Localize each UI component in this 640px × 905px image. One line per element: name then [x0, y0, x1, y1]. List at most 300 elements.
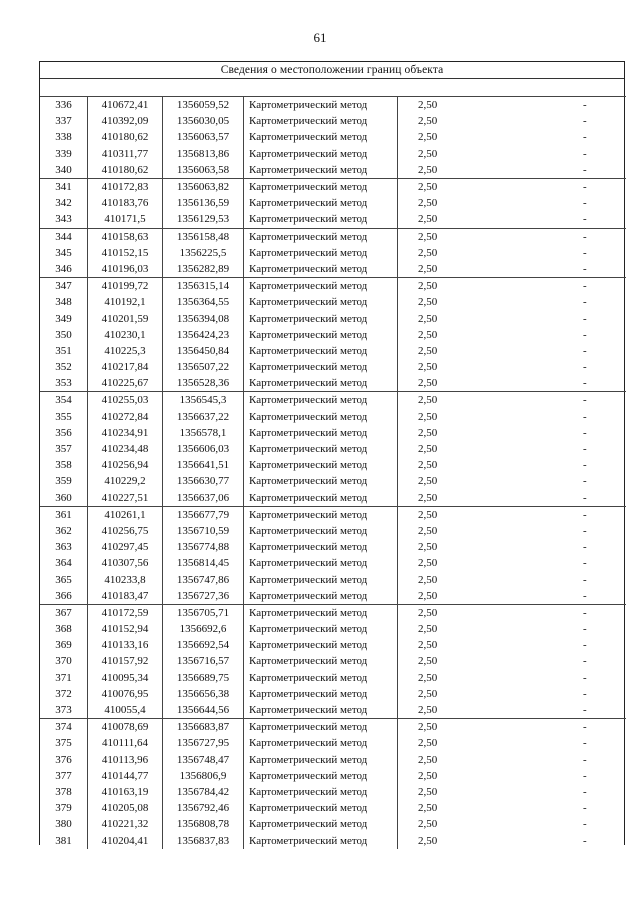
- boundary-table-frame: [39, 61, 625, 845]
- x-coordinate-cell: 410229,2: [88, 473, 163, 489]
- point-number-cell: 356: [40, 425, 88, 441]
- description-cell: -: [583, 147, 587, 160]
- description-cell: -: [482, 719, 626, 736]
- description-cell: -: [583, 802, 587, 815]
- accuracy-cell: 2,50: [418, 312, 438, 325]
- x-coordinate-cell: 410111,64: [88, 735, 163, 751]
- point-number-cell: 373: [40, 702, 88, 719]
- method-cell: Картометрический метод: [244, 457, 398, 473]
- accuracy-cell: 2,50: [398, 228, 483, 245]
- method-cell: Картометрический метод: [244, 441, 398, 457]
- table-row: [40, 719, 626, 736]
- description-cell: -: [583, 589, 587, 602]
- table-row: [40, 621, 626, 637]
- x-coordinate-cell: 410055,4: [88, 702, 163, 719]
- table-row: [40, 523, 626, 539]
- x-coordinate-cell: 410172,59: [88, 604, 163, 621]
- accuracy-cell: 2,50: [398, 178, 483, 195]
- point-number-cell: 337: [40, 113, 88, 129]
- y-coordinate-cell: 1356692,6: [163, 621, 244, 637]
- y-coordinate-cell: 1356606,03: [163, 441, 244, 457]
- description-cell: -: [583, 361, 587, 374]
- x-coordinate-cell: 410205,08: [88, 800, 163, 816]
- description-cell: -: [583, 834, 587, 847]
- y-coordinate-cell: 1356792,46: [163, 800, 244, 816]
- point-number-cell: 341: [40, 178, 88, 195]
- point-number-cell: 367: [40, 604, 88, 621]
- x-coordinate-cell: 410196,03: [88, 261, 163, 278]
- y-coordinate-cell: 1356692,54: [163, 637, 244, 653]
- method-cell: Картометрический метод: [244, 784, 398, 800]
- method-cell: Картометрический метод: [244, 162, 398, 179]
- table-row: [40, 832, 626, 848]
- table-row: [40, 441, 626, 457]
- table-row: [40, 425, 626, 441]
- x-coordinate-cell: 410158,63: [88, 228, 163, 245]
- method-cell: Картометрический метод: [244, 392, 398, 409]
- point-number-cell: 372: [40, 686, 88, 702]
- y-coordinate-cell: 1356689,75: [163, 670, 244, 686]
- y-coordinate-cell: 1356716,57: [163, 653, 244, 669]
- point-number-cell: 352: [40, 359, 88, 375]
- description-cell: -: [583, 524, 587, 537]
- method-cell: Картометрический метод: [244, 146, 398, 162]
- point-number-cell: 353: [40, 375, 88, 392]
- y-coordinate-cell: 1356063,82: [163, 178, 244, 195]
- x-coordinate-cell: 410113,96: [88, 752, 163, 768]
- point-number-cell: 347: [40, 278, 88, 295]
- accuracy-cell: 2,50: [418, 557, 438, 570]
- accuracy-cell: 2,50: [418, 687, 438, 700]
- table-row: [40, 702, 626, 719]
- table-row: [40, 490, 626, 507]
- table-row: [40, 178, 626, 195]
- method-cell: Картометрический метод: [244, 359, 398, 375]
- method-cell: Картометрический метод: [244, 245, 398, 261]
- description-cell: -: [583, 687, 587, 700]
- table-row: [40, 473, 626, 489]
- description-cell: -: [583, 262, 587, 275]
- accuracy-cell: 2,50: [418, 246, 438, 259]
- x-coordinate-cell: 410095,34: [88, 670, 163, 686]
- x-coordinate-cell: 410256,94: [88, 457, 163, 473]
- x-coordinate-cell: 410311,77: [88, 146, 163, 162]
- y-coordinate-cell: 1356705,71: [163, 604, 244, 621]
- accuracy-cell: 2,50: [418, 655, 438, 668]
- y-coordinate-cell: 1356806,9: [163, 768, 244, 784]
- table-row: [40, 409, 626, 425]
- table-row: [40, 392, 626, 409]
- method-cell: Картометрический метод: [244, 571, 398, 587]
- table-row: [40, 97, 626, 114]
- table-body: [40, 97, 626, 849]
- method-cell: Картометрический метод: [244, 832, 398, 848]
- y-coordinate-cell: 1356710,59: [163, 523, 244, 539]
- table-row: [40, 784, 626, 800]
- title-divider: [40, 78, 624, 79]
- description-cell: -: [583, 475, 587, 488]
- description-cell: -: [583, 213, 587, 226]
- page-number: 61: [313, 30, 327, 45]
- point-number-cell: 375: [40, 735, 88, 751]
- description-cell: -: [583, 344, 587, 357]
- table-row: [40, 686, 626, 702]
- y-coordinate-cell: 1356784,42: [163, 784, 244, 800]
- method-cell: Картометрический метод: [244, 768, 398, 784]
- description-cell: -: [583, 639, 587, 652]
- x-coordinate-cell: 410272,84: [88, 409, 163, 425]
- method-cell: Картометрический метод: [244, 343, 398, 359]
- description-cell: -: [583, 312, 587, 325]
- method-cell: Картометрический метод: [244, 637, 398, 653]
- point-number-cell: 366: [40, 588, 88, 605]
- method-cell: Картометрический метод: [244, 113, 398, 129]
- table-row: [40, 604, 626, 621]
- accuracy-cell: 2,50: [418, 802, 438, 815]
- point-number-cell: 339: [40, 146, 88, 162]
- method-cell: Картометрический метод: [244, 327, 398, 343]
- description-cell: -: [583, 197, 587, 210]
- method-cell: Картометрический метод: [244, 409, 398, 425]
- table-row: [40, 768, 626, 784]
- point-number-cell: 344: [40, 228, 88, 245]
- point-number-cell: 343: [40, 211, 88, 228]
- description-cell: -: [482, 278, 626, 295]
- accuracy-cell: 2,50: [418, 410, 438, 423]
- y-coordinate-cell: 1356677,79: [163, 506, 244, 523]
- x-coordinate-cell: 410233,8: [88, 571, 163, 587]
- method-cell: Картометрический метод: [244, 555, 398, 571]
- accuracy-cell: 2,50: [418, 769, 438, 782]
- accuracy-cell: 2,50: [398, 719, 483, 736]
- method-cell: Картометрический метод: [244, 506, 398, 523]
- y-coordinate-cell: 1356394,08: [163, 310, 244, 326]
- y-coordinate-cell: 1356063,58: [163, 162, 244, 179]
- table-row: [40, 637, 626, 653]
- point-number-cell: 364: [40, 555, 88, 571]
- y-coordinate-cell: 1356424,23: [163, 327, 244, 343]
- description-cell: -: [583, 704, 587, 717]
- table-row: [40, 375, 626, 392]
- method-cell: Картометрический метод: [244, 523, 398, 539]
- table-row: [40, 555, 626, 571]
- table-row: [40, 261, 626, 278]
- accuracy-cell: 2,50: [418, 785, 438, 798]
- y-coordinate-cell: 1356158,48: [163, 228, 244, 245]
- accuracy-cell: 2,50: [418, 818, 438, 831]
- description-cell: -: [583, 443, 587, 456]
- method-cell: Картометрический метод: [244, 539, 398, 555]
- y-coordinate-cell: 1356814,45: [163, 555, 244, 571]
- x-coordinate-cell: 410133,16: [88, 637, 163, 653]
- description-cell: -: [583, 328, 587, 341]
- point-number-cell: 359: [40, 473, 88, 489]
- y-coordinate-cell: 1356748,47: [163, 752, 244, 768]
- method-cell: Картометрический метод: [244, 490, 398, 507]
- y-coordinate-cell: 1356129,53: [163, 211, 244, 228]
- method-cell: Картометрический метод: [244, 702, 398, 719]
- table-row: [40, 113, 626, 129]
- accuracy-cell: 2,50: [418, 426, 438, 439]
- method-cell: Картометрический метод: [244, 653, 398, 669]
- table-title: Сведения о местоположении границ объекта: [220, 64, 444, 76]
- x-coordinate-cell: 410078,69: [88, 719, 163, 736]
- table-row: [40, 310, 626, 326]
- method-cell: Картометрический метод: [244, 719, 398, 736]
- accuracy-cell: 2,50: [418, 639, 438, 652]
- y-coordinate-cell: 1356656,38: [163, 686, 244, 702]
- method-cell: Картометрический метод: [244, 195, 398, 211]
- y-coordinate-cell: 1356637,22: [163, 409, 244, 425]
- table-row: [40, 162, 626, 179]
- y-coordinate-cell: 1356808,78: [163, 816, 244, 832]
- description-cell: -: [583, 541, 587, 554]
- x-coordinate-cell: 410144,77: [88, 768, 163, 784]
- point-number-cell: 376: [40, 752, 88, 768]
- accuracy-cell: 2,50: [418, 197, 438, 210]
- table-row: [40, 278, 626, 295]
- point-number-cell: 362: [40, 523, 88, 539]
- method-cell: Картометрический метод: [244, 604, 398, 621]
- point-number-cell: 355: [40, 409, 88, 425]
- y-coordinate-cell: 1356747,86: [163, 571, 244, 587]
- description-cell: -: [583, 246, 587, 259]
- point-number-cell: 336: [40, 97, 88, 114]
- x-coordinate-cell: 410261,1: [88, 506, 163, 523]
- accuracy-cell: 2,50: [418, 361, 438, 374]
- x-coordinate-cell: 410180,62: [88, 162, 163, 179]
- accuracy-cell: 2,50: [398, 604, 483, 621]
- point-number-cell: 360: [40, 490, 88, 507]
- point-number-cell: 349: [40, 310, 88, 326]
- accuracy-cell: 2,50: [418, 737, 438, 750]
- description-cell: -: [482, 228, 626, 245]
- accuracy-cell: 2,50: [418, 328, 438, 341]
- point-number-cell: 370: [40, 653, 88, 669]
- table-row: [40, 457, 626, 473]
- method-cell: Картометрический метод: [244, 178, 398, 195]
- y-coordinate-cell: 1356813,86: [163, 146, 244, 162]
- description-cell: -: [583, 737, 587, 750]
- method-cell: Картометрический метод: [244, 294, 398, 310]
- x-coordinate-cell: 410172,83: [88, 178, 163, 195]
- point-number-cell: 379: [40, 800, 88, 816]
- method-cell: Картометрический метод: [244, 129, 398, 145]
- point-number-cell: 358: [40, 457, 88, 473]
- method-cell: Картометрический метод: [244, 375, 398, 392]
- x-coordinate-cell: 410152,94: [88, 621, 163, 637]
- accuracy-cell: 2,50: [418, 671, 438, 684]
- x-coordinate-cell: 410230,1: [88, 327, 163, 343]
- x-coordinate-cell: 410076,95: [88, 686, 163, 702]
- accuracy-cell: 2,50: [418, 213, 438, 226]
- x-coordinate-cell: 410183,76: [88, 195, 163, 211]
- accuracy-cell: 2,50: [418, 475, 438, 488]
- method-cell: Картометрический метод: [244, 686, 398, 702]
- y-coordinate-cell: 1356644,56: [163, 702, 244, 719]
- point-number-cell: 338: [40, 129, 88, 145]
- x-coordinate-cell: 410307,56: [88, 555, 163, 571]
- table-row: [40, 588, 626, 605]
- y-coordinate-cell: 1356364,55: [163, 294, 244, 310]
- y-coordinate-cell: 1356136,59: [163, 195, 244, 211]
- point-number-cell: 369: [40, 637, 88, 653]
- description-cell: -: [583, 557, 587, 570]
- accuracy-cell: 2,50: [418, 541, 438, 554]
- method-cell: Картометрический метод: [244, 621, 398, 637]
- description-cell: -: [482, 97, 626, 114]
- y-coordinate-cell: 1356774,88: [163, 539, 244, 555]
- description-cell: -: [583, 410, 587, 423]
- x-coordinate-cell: 410204,41: [88, 832, 163, 848]
- table-row: [40, 752, 626, 768]
- accuracy-cell: 2,50: [418, 131, 438, 144]
- x-coordinate-cell: 410192,1: [88, 294, 163, 310]
- y-coordinate-cell: 1356727,36: [163, 588, 244, 605]
- y-coordinate-cell: 1356630,77: [163, 473, 244, 489]
- description-cell: -: [583, 623, 587, 636]
- point-number-cell: 381: [40, 832, 88, 848]
- method-cell: Картометрический метод: [244, 752, 398, 768]
- point-number-cell: 363: [40, 539, 88, 555]
- description-cell: -: [482, 506, 626, 523]
- table-row: [40, 129, 626, 145]
- x-coordinate-cell: 410152,15: [88, 245, 163, 261]
- y-coordinate-cell: 1356059,52: [163, 97, 244, 114]
- description-cell: -: [583, 655, 587, 668]
- method-cell: Картометрический метод: [244, 425, 398, 441]
- method-cell: Картометрический метод: [244, 670, 398, 686]
- method-cell: Картометрический метод: [244, 735, 398, 751]
- method-cell: Картометрический метод: [244, 473, 398, 489]
- x-coordinate-cell: 410171,5: [88, 211, 163, 228]
- accuracy-cell: 2,50: [418, 834, 438, 847]
- table-row: [40, 506, 626, 523]
- y-coordinate-cell: 1356837,83: [163, 832, 244, 848]
- point-number-cell: 378: [40, 784, 88, 800]
- table-row: [40, 816, 626, 832]
- accuracy-cell: 2,50: [418, 459, 438, 472]
- y-coordinate-cell: 1356641,51: [163, 457, 244, 473]
- y-coordinate-cell: 1356528,36: [163, 375, 244, 392]
- point-number-cell: 374: [40, 719, 88, 736]
- description-cell: -: [583, 377, 587, 390]
- description-cell: -: [583, 671, 587, 684]
- description-cell: -: [583, 785, 587, 798]
- description-cell: -: [583, 491, 587, 504]
- table-row: [40, 571, 626, 587]
- accuracy-cell: 2,50: [418, 262, 438, 275]
- x-coordinate-cell: 410672,41: [88, 97, 163, 114]
- table-row: [40, 294, 626, 310]
- description-cell: -: [482, 392, 626, 409]
- description-cell: -: [482, 604, 626, 621]
- x-coordinate-cell: 410199,72: [88, 278, 163, 295]
- table-row: [40, 670, 626, 686]
- description-cell: -: [583, 115, 587, 128]
- point-number-cell: 342: [40, 195, 88, 211]
- table-row: [40, 146, 626, 162]
- point-number-cell: 380: [40, 816, 88, 832]
- table-row: [40, 195, 626, 211]
- y-coordinate-cell: 1356315,14: [163, 278, 244, 295]
- method-cell: Картометрический метод: [244, 97, 398, 114]
- method-cell: Картометрический метод: [244, 278, 398, 295]
- accuracy-cell: 2,50: [418, 163, 438, 176]
- x-coordinate-cell: 410217,84: [88, 359, 163, 375]
- point-number-cell: 350: [40, 327, 88, 343]
- accuracy-cell: 2,50: [418, 115, 438, 128]
- point-number-cell: 371: [40, 670, 88, 686]
- method-cell: Картометрический метод: [244, 261, 398, 278]
- accuracy-cell: 2,50: [418, 524, 438, 537]
- y-coordinate-cell: 1356063,57: [163, 129, 244, 145]
- description-cell: -: [583, 573, 587, 586]
- description-cell: -: [482, 178, 626, 195]
- x-coordinate-cell: 410157,92: [88, 653, 163, 669]
- point-number-cell: 354: [40, 392, 88, 409]
- description-cell: -: [583, 753, 587, 766]
- x-coordinate-cell: 410201,59: [88, 310, 163, 326]
- accuracy-cell: 2,50: [398, 506, 483, 523]
- accuracy-cell: 2,50: [418, 589, 438, 602]
- y-coordinate-cell: 1356030,05: [163, 113, 244, 129]
- point-number-cell: 345: [40, 245, 88, 261]
- accuracy-cell: 2,50: [418, 753, 438, 766]
- x-coordinate-cell: 410234,91: [88, 425, 163, 441]
- table-row: [40, 245, 626, 261]
- x-coordinate-cell: 410183,47: [88, 588, 163, 605]
- point-number-cell: 377: [40, 768, 88, 784]
- method-cell: Картометрический метод: [244, 800, 398, 816]
- point-number-cell: 348: [40, 294, 88, 310]
- x-coordinate-cell: 410255,03: [88, 392, 163, 409]
- x-coordinate-cell: 410225,3: [88, 343, 163, 359]
- description-cell: -: [583, 296, 587, 309]
- table-row: [40, 653, 626, 669]
- point-number-cell: 340: [40, 162, 88, 179]
- method-cell: Картометрический метод: [244, 588, 398, 605]
- point-number-cell: 346: [40, 261, 88, 278]
- accuracy-cell: 2,50: [418, 704, 438, 717]
- table-row: [40, 228, 626, 245]
- y-coordinate-cell: 1356578,1: [163, 425, 244, 441]
- y-coordinate-cell: 1356507,22: [163, 359, 244, 375]
- accuracy-cell: 2,50: [418, 344, 438, 357]
- x-coordinate-cell: 410221,32: [88, 816, 163, 832]
- x-coordinate-cell: 410225,67: [88, 375, 163, 392]
- method-cell: Картометрический метод: [244, 228, 398, 245]
- table-row: [40, 343, 626, 359]
- description-cell: -: [583, 163, 587, 176]
- x-coordinate-cell: 410227,51: [88, 490, 163, 507]
- x-coordinate-cell: 410163,19: [88, 784, 163, 800]
- accuracy-cell: 2,50: [398, 278, 483, 295]
- point-number-cell: 361: [40, 506, 88, 523]
- table-row: [40, 359, 626, 375]
- x-coordinate-cell: 410256,75: [88, 523, 163, 539]
- accuracy-cell: 2,50: [418, 573, 438, 586]
- method-cell: Картометрический метод: [244, 211, 398, 228]
- table-row: [40, 539, 626, 555]
- description-cell: -: [583, 459, 587, 472]
- point-number-cell: 365: [40, 571, 88, 587]
- description-cell: -: [583, 131, 587, 144]
- y-coordinate-cell: 1356282,89: [163, 261, 244, 278]
- y-coordinate-cell: 1356450,84: [163, 343, 244, 359]
- boundary-points-table: [40, 96, 626, 849]
- accuracy-cell: 2,50: [398, 97, 483, 114]
